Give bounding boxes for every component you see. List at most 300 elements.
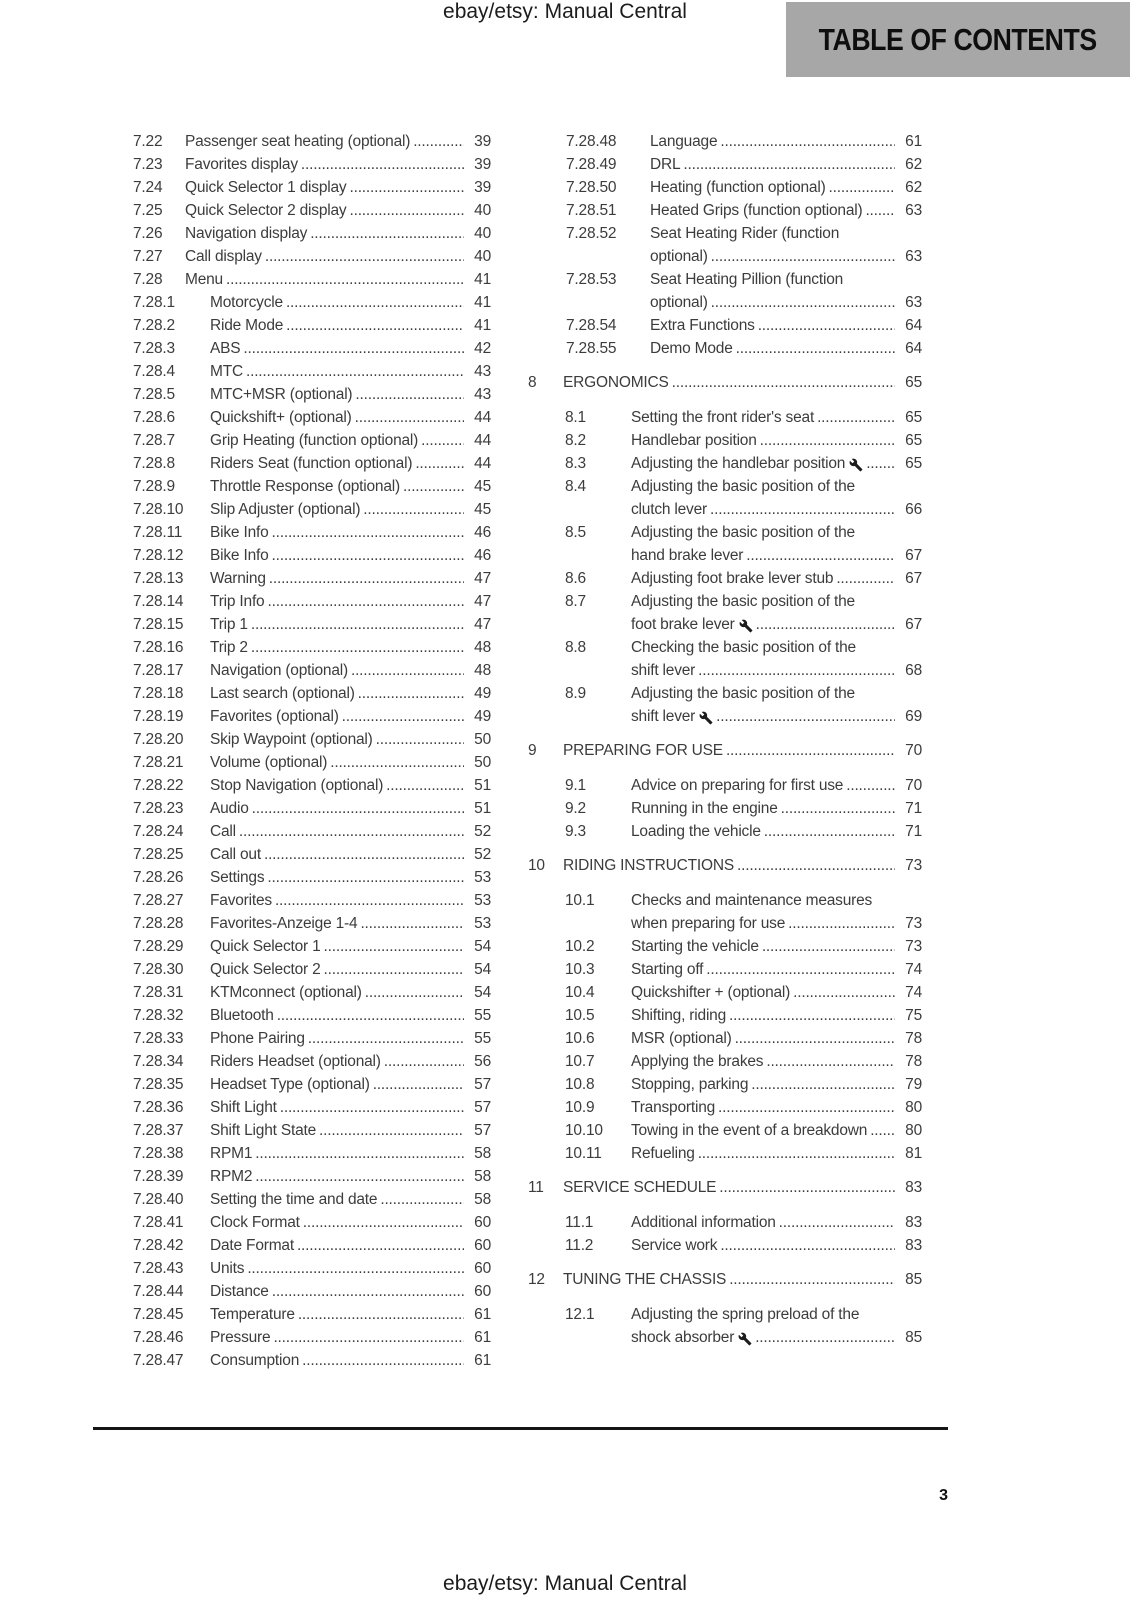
toc-entry-title: Settings: [210, 869, 265, 886]
toc-entry-number: 7.28.33: [133, 1030, 184, 1047]
dot-leader: [672, 371, 895, 394]
wrench-icon: [739, 619, 753, 633]
page-number: 3: [939, 1487, 948, 1504]
toc-entry: [133, 613, 491, 636]
toc-entry-title: Shift Light: [210, 1099, 277, 1116]
toc-entry: [528, 1234, 922, 1257]
toc-entry-title: Quick Selector 1 display: [185, 179, 347, 196]
toc-entry-title: Quickshift+ (optional): [210, 409, 352, 426]
dot-leader: [297, 1234, 464, 1257]
toc-entry-page: 57: [474, 1122, 491, 1139]
toc-entry-title: PREPARING FOR USE: [563, 742, 723, 759]
dot-leader: [788, 912, 895, 935]
toc-entry-page: 60: [474, 1283, 491, 1300]
toc-entry-title: RIDING INSTRUCTIONS: [563, 857, 735, 874]
toc-entry: [528, 774, 922, 797]
toc-entry: [528, 176, 922, 199]
toc-entry: [133, 889, 491, 912]
toc-entry-title: SERVICE SCHEDULE: [563, 1179, 717, 1196]
toc-entry-number: 8.3: [565, 455, 586, 472]
toc-entry-title: Seat Heating Pillion (function: [650, 271, 844, 288]
toc-entry-number: 7.28.34: [133, 1053, 184, 1070]
toc-entry: [133, 383, 491, 406]
watermark-top: ebay/etsy: Manual Central: [443, 0, 687, 23]
toc-entry-page: 70: [905, 777, 922, 794]
toc-entry: [528, 371, 922, 394]
toc-entry: [133, 682, 491, 705]
toc-entry-title: Checks and maintenance measures: [631, 892, 873, 909]
toc-entry-number: 10.11: [565, 1145, 602, 1162]
toc-entry-page: 41: [474, 294, 491, 311]
dot-leader: [829, 176, 895, 199]
toc-entry-title: Setting the front rider's seat: [631, 409, 815, 426]
toc-entry-page: 63: [905, 248, 922, 265]
dot-leader: [324, 935, 464, 958]
toc-entry-title: ABS: [210, 340, 241, 357]
toc-entry-title: Call out: [210, 846, 261, 863]
dot-leader: [286, 291, 464, 314]
toc-entry-number: 7.28.38: [133, 1145, 184, 1162]
toc-entry-title: RPM2: [210, 1168, 253, 1185]
dot-leader: [751, 1073, 895, 1096]
header-box: [786, 2, 1130, 77]
toc-entry-page: 67: [905, 570, 922, 587]
toc-entry-page: 42: [474, 340, 491, 357]
toc-entry-number: 9.3: [565, 823, 586, 840]
toc-entry-page: 67: [905, 547, 922, 564]
wrench-icon: [849, 458, 863, 472]
toc-entry-page: 61: [474, 1352, 491, 1369]
toc-entry-title: Additional information: [631, 1214, 776, 1231]
toc-entry-page: 73: [905, 857, 922, 874]
toc-entry-title: Adjusting the basic position of the: [631, 524, 855, 541]
toc-entry-page: 73: [905, 938, 922, 955]
toc-entry-title: Menu: [185, 271, 223, 288]
dot-leader: [267, 590, 464, 613]
dot-leader: [308, 1027, 464, 1050]
toc-entry-page: 69: [905, 708, 922, 725]
toc-entry: [528, 1050, 922, 1073]
toc-entry-title: Adjusting the spring preload of the: [631, 1306, 860, 1323]
dot-leader: [729, 1004, 895, 1027]
toc-entry: [133, 222, 491, 245]
toc-entry-number: 7.28.17: [133, 662, 184, 679]
toc-entry: [528, 1176, 922, 1199]
toc-entry-page: 47: [474, 570, 491, 587]
toc-entry-title: Trip 2: [210, 639, 248, 656]
toc-entry-number: 10: [528, 857, 545, 874]
toc-entry-page: 44: [474, 432, 491, 449]
toc-entry-title: Stopping, parking: [631, 1076, 749, 1093]
dot-leader: [355, 406, 464, 429]
toc-entry: [528, 130, 922, 153]
toc-entry-number: 7.28.4: [133, 363, 175, 380]
toc-entry-title: Temperature: [210, 1306, 295, 1323]
dot-leader: [301, 153, 464, 176]
toc-entry: [133, 337, 491, 360]
toc-entry-number: 7.28.53: [566, 271, 617, 288]
dot-leader: [251, 613, 464, 636]
toc-entry-title: foot brake lever: [631, 616, 735, 633]
toc-entry-title: Bluetooth: [210, 1007, 274, 1024]
dot-leader: [758, 314, 895, 337]
toc-entry: [133, 820, 491, 843]
toc-entry-title: when preparing for use: [631, 915, 786, 932]
toc-entry-number: 7.27: [133, 248, 163, 265]
dot-leader: [330, 751, 464, 774]
dot-leader: [781, 797, 895, 820]
dot-leader: [764, 820, 895, 843]
toc-entry-page: 39: [474, 156, 491, 173]
toc-entry-page: 51: [474, 777, 491, 794]
toc-entry-page: 80: [905, 1122, 922, 1139]
dot-leader: [265, 245, 464, 268]
dot-leader: [755, 1326, 895, 1349]
toc-entry-title: DRL: [650, 156, 681, 173]
toc-entry-title: Bike Info: [210, 547, 269, 564]
toc-entry-page: 61: [905, 133, 922, 150]
toc-entry-number: 7.28.24: [133, 823, 184, 840]
toc-entry: [133, 1234, 491, 1257]
toc-entry-title: Adjusting the basic position of the: [631, 685, 855, 702]
toc-entry-title: Call display: [185, 248, 262, 265]
toc-entry-number: 7.26: [133, 225, 163, 242]
toc-entry-number: 7.28.45: [133, 1306, 184, 1323]
toc-entry-title: Setting the time and date: [210, 1191, 378, 1208]
dot-leader: [865, 199, 895, 222]
toc-entry: [528, 797, 922, 820]
toc-entry: [133, 567, 491, 590]
dot-leader: [710, 498, 895, 521]
toc-entry: [133, 521, 491, 544]
toc-entry-page: 71: [905, 800, 922, 817]
toc-entry: [133, 176, 491, 199]
toc-entry: [133, 429, 491, 452]
toc-entry: [133, 153, 491, 176]
toc-entry: [133, 774, 491, 797]
toc-entry-number: 7.28.51: [566, 202, 617, 219]
toc-entry-page: 58: [474, 1191, 491, 1208]
dot-leader: [324, 958, 464, 981]
toc-entry-page: 60: [474, 1260, 491, 1277]
toc-entry: [133, 1257, 491, 1280]
dot-leader: [720, 130, 895, 153]
toc-entry-page: 52: [474, 846, 491, 863]
toc-entry-title: Riders Seat (function optional): [210, 455, 413, 472]
dot-leader: [762, 935, 895, 958]
toc-entry-title: Starting the vehicle: [631, 938, 759, 955]
toc-entry-title: Navigation display: [185, 225, 308, 242]
dot-leader: [421, 429, 464, 452]
toc-entry-number: 7.28: [133, 271, 163, 288]
toc-entry-page: 65: [905, 455, 922, 472]
toc-entry-page: 53: [474, 915, 491, 932]
toc-entry-title: Volume (optional): [210, 754, 328, 771]
toc-entry-page: 44: [474, 409, 491, 426]
toc-entry-page: 51: [474, 800, 491, 817]
toc-entry-page: 67: [905, 616, 922, 633]
toc-entry-title: Quick Selector 2: [210, 961, 321, 978]
toc-entry-page: 48: [474, 639, 491, 656]
toc-entry-number: 8.9: [565, 685, 586, 702]
toc-entry: [133, 1027, 491, 1050]
toc-entry-page: 50: [474, 731, 491, 748]
toc-entry-page: 81: [905, 1145, 922, 1162]
toc-entry-number: 8.4: [565, 478, 586, 495]
toc-entry: [528, 958, 922, 981]
toc-entry-page: 85: [905, 1329, 922, 1346]
toc-entry-number: 7.28.37: [133, 1122, 184, 1139]
toc-entry-number: 7.28.20: [133, 731, 184, 748]
toc-entry: [528, 1096, 922, 1119]
dot-leader: [273, 1326, 464, 1349]
toc-entry-number: 7.28.14: [133, 593, 184, 610]
toc-entry-number: 10.3: [565, 961, 595, 978]
toc-entry-number: 7.28.30: [133, 961, 184, 978]
toc-entry-title: Consumption: [210, 1352, 300, 1369]
dot-leader: [836, 567, 895, 590]
dot-leader: [342, 705, 464, 728]
toc-entry-title: Service work: [631, 1237, 718, 1254]
toc-entry-page: 64: [905, 340, 922, 357]
dot-leader: [817, 406, 895, 429]
toc-entry: [133, 452, 491, 475]
dot-leader: [251, 636, 464, 659]
toc-entry: [133, 981, 491, 1004]
dot-leader: [373, 1073, 464, 1096]
toc-entry-number: 7.28.35: [133, 1076, 184, 1093]
toc-entry: [133, 636, 491, 659]
toc-entry-number: 11.2: [565, 1237, 594, 1254]
toc-entry-title: Favorites (optional): [210, 708, 339, 725]
toc-entry-title: MSR (optional): [631, 1030, 732, 1047]
toc-entry: [133, 1349, 491, 1372]
toc-entry-number: 7.28.19: [133, 708, 184, 725]
toc-entry-number: 10.2: [565, 938, 595, 955]
dot-leader: [735, 1027, 895, 1050]
dot-leader: [243, 337, 464, 360]
toc-entry-number: 7.28.11: [133, 524, 183, 541]
toc-entry-number: 9.2: [565, 800, 586, 817]
toc-entry: [133, 866, 491, 889]
toc-entry-title: Starting off: [631, 961, 704, 978]
dot-leader: [716, 705, 895, 728]
toc-entry-page: 41: [474, 271, 491, 288]
toc-entry-number: 7.28.44: [133, 1283, 184, 1300]
toc-entry-title: Audio: [210, 800, 249, 817]
dot-leader: [310, 222, 464, 245]
toc-entry-title: hand brake lever: [631, 547, 744, 564]
dot-leader: [272, 1280, 464, 1303]
toc-entry-title: Motorcycle: [210, 294, 283, 311]
toc-column-left: [133, 130, 491, 1372]
toc-entry: [133, 360, 491, 383]
dot-leader: [720, 1234, 895, 1257]
toc-entry-number: 7.28.1: [133, 294, 175, 311]
toc-entry-title: Loading the vehicle: [631, 823, 761, 840]
dot-leader: [729, 1268, 895, 1291]
dot-leader: [349, 199, 464, 222]
dot-leader: [756, 613, 895, 636]
toc-entry: [133, 1211, 491, 1234]
toc-entry-page: 41: [474, 317, 491, 334]
toc-entry: [528, 567, 922, 590]
toc-entry-title: optional): [650, 248, 708, 265]
toc-entry-page: 55: [474, 1030, 491, 1047]
toc-entry: [528, 1211, 922, 1234]
toc-entry-title: Seat Heating Rider (function: [650, 225, 840, 242]
dot-leader: [252, 797, 464, 820]
toc-entry: [528, 222, 922, 268]
toc-entry: [133, 1119, 491, 1142]
toc-entry-page: 61: [474, 1329, 491, 1346]
dot-leader: [363, 498, 464, 521]
toc-entry-number: 12.1: [565, 1306, 595, 1323]
toc-entry-number: 10.5: [565, 1007, 595, 1024]
toc-entry: [528, 1073, 922, 1096]
toc-entry-page: 78: [905, 1053, 922, 1070]
toc-column-right: [528, 130, 922, 1349]
dot-leader: [255, 1165, 464, 1188]
toc-entry: [528, 1142, 922, 1165]
toc-entry-number: 11.1: [565, 1214, 594, 1231]
toc-entry-page: 55: [474, 1007, 491, 1024]
toc-entry-title: Towing in the event of a breakdown: [631, 1122, 868, 1139]
dot-leader: [706, 958, 895, 981]
toc-entry: [528, 1027, 922, 1050]
toc-entry: [528, 739, 922, 762]
toc-entry-title: Extra Functions: [650, 317, 755, 334]
toc-entry-number: 7.28.49: [566, 156, 617, 173]
toc-entry: [133, 314, 491, 337]
dot-leader: [683, 153, 895, 176]
toc-entry-title: TUNING THE CHASSIS: [563, 1271, 727, 1288]
toc-entry: [528, 636, 922, 682]
toc-entry-page: 54: [474, 984, 491, 1001]
toc-entry-number: 7.28.8: [133, 455, 175, 472]
toc-entry-number: 10.1: [565, 892, 595, 909]
toc-entry: [133, 498, 491, 521]
dot-leader: [298, 1303, 464, 1326]
toc-entry: [133, 1165, 491, 1188]
toc-entry-title: Stop Navigation (optional): [210, 777, 384, 794]
toc-entry-page: 62: [905, 156, 922, 173]
toc-entry-number: 8.2: [565, 432, 586, 449]
toc-entry-page: 66: [905, 501, 922, 518]
toc-entry-page: 80: [905, 1099, 922, 1116]
toc-entry: [133, 659, 491, 682]
toc-entry-page: 49: [474, 708, 491, 725]
toc-entry: [133, 199, 491, 222]
toc-entry-title: Adjusting foot brake lever stub: [631, 570, 834, 587]
toc-entry-number: 7.22: [133, 133, 163, 150]
dot-leader: [264, 843, 464, 866]
toc-entry: [133, 245, 491, 268]
toc-entry-title: Favorites: [210, 892, 272, 909]
toc-entry-number: 10.4: [565, 984, 595, 1001]
dot-leader: [269, 567, 464, 590]
dot-leader: [760, 429, 895, 452]
toc-entry-number: 7.28.6: [133, 409, 175, 426]
toc-entry-title: Favorites display: [185, 156, 298, 173]
dot-leader: [247, 1257, 464, 1280]
toc-entry: [133, 935, 491, 958]
dot-leader: [267, 866, 464, 889]
toc-entry: [528, 429, 922, 452]
toc-entry: [528, 268, 922, 314]
toc-entry: [133, 130, 491, 153]
toc-entry: [133, 797, 491, 820]
toc-entry-page: 45: [474, 501, 491, 518]
dot-leader: [719, 1176, 895, 1199]
dot-leader: [384, 1050, 464, 1073]
toc-entry: [133, 475, 491, 498]
dot-leader: [403, 475, 464, 498]
toc-entry-number: 7.28.16: [133, 639, 184, 656]
toc-entry-number: 7.24: [133, 179, 163, 196]
toc-entry: [528, 590, 922, 636]
dot-leader: [355, 383, 464, 406]
toc-entry-number: 7.28.50: [566, 179, 617, 196]
toc-entry-number: 7.28.52: [566, 225, 617, 242]
toc-entry-title: Applying the brakes: [631, 1053, 764, 1070]
toc-entry: [133, 1280, 491, 1303]
toc-entry-title: Demo Mode: [650, 340, 733, 357]
dot-leader: [737, 854, 895, 877]
toc-entry: [133, 1326, 491, 1349]
toc-entry-number: 7.28.55: [566, 340, 617, 357]
toc-entry: [528, 1303, 922, 1349]
dot-leader: [386, 774, 464, 797]
toc-entry-page: 79: [905, 1076, 922, 1093]
toc-entry-title: ERGONOMICS: [563, 374, 669, 391]
dot-leader: [736, 337, 895, 360]
toc-entry-page: 43: [474, 386, 491, 403]
toc-entry-page: 68: [905, 662, 922, 679]
toc-entry-page: 73: [905, 915, 922, 932]
dot-leader: [726, 739, 895, 762]
toc-entry-page: 64: [905, 317, 922, 334]
toc-entry: [133, 1004, 491, 1027]
toc-entry-page: 63: [905, 294, 922, 311]
toc-entry-title: shift lever: [631, 662, 696, 679]
toc-entry-number: 7.28.3: [133, 340, 175, 357]
toc-entry-title: Headset Type (optional): [210, 1076, 370, 1093]
toc-entry-page: 63: [905, 202, 922, 219]
toc-entry: [133, 843, 491, 866]
toc-entry-number: 10.7: [565, 1053, 595, 1070]
toc-entry-page: 74: [905, 961, 922, 978]
toc-entry-page: 65: [905, 409, 922, 426]
toc-entry-page: 46: [474, 547, 491, 564]
toc-entry-page: 45: [474, 478, 491, 495]
toc-entry-title: Ride Mode: [210, 317, 284, 334]
dot-leader: [358, 682, 464, 705]
toc-entry-title: Adjusting the handlebar position: [631, 455, 846, 472]
toc-entry-title: Slip Adjuster (optional): [210, 501, 361, 518]
toc-entry: [528, 935, 922, 958]
toc-entry-page: 54: [474, 938, 491, 955]
toc-entry-number: 11: [528, 1179, 544, 1196]
wrench-icon: [738, 1332, 752, 1346]
toc-entry: [528, 889, 922, 935]
toc-entry-page: 54: [474, 961, 491, 978]
toc-entry: [528, 452, 922, 475]
toc-entry-title: Favorites-Anzeige 1-4: [210, 915, 358, 932]
dot-leader: [275, 889, 464, 912]
toc-entry-number: 7.28.21: [133, 754, 184, 771]
toc-entry: [528, 475, 922, 521]
